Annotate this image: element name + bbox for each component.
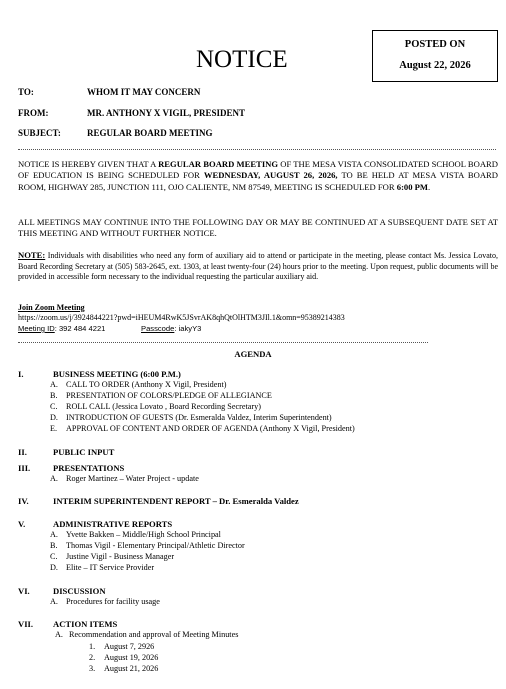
agenda-title: AGENDA bbox=[234, 349, 272, 359]
posted-label: POSTED ON bbox=[404, 39, 466, 50]
from-value: MR. ANTHONY X VIGIL, PRESIDENT bbox=[87, 108, 246, 118]
subject-label: SUBJECT: bbox=[18, 128, 61, 138]
to-label: TO: bbox=[18, 87, 34, 97]
meeting-id: Meeting ID: 392 484 4221 bbox=[18, 324, 106, 333]
passcode: Passcode: iakyY3 bbox=[141, 324, 202, 333]
divider bbox=[18, 342, 428, 343]
posted-box bbox=[372, 30, 498, 82]
note-paragraph: NOTE: Individuals with disabilities who need any form of auxiliary aid to attend or participate in the meeting, please contact Ms. Jessica Lovato, Board Recording Secretary at (505) 583-2645, ext. 1303, at least twenty-four (24) hours prior to the meeting. Upon request, public documents will be provided in accessible form necessary to the individual requesting the particular auxiliary aid. bbox=[18, 250, 498, 281]
divider bbox=[18, 149, 496, 150]
to-value: WHOM IT MAY CONCERN bbox=[87, 87, 201, 97]
zoom-link[interactable]: https://zoom.us/j/3924844221?pwd=iHEUM4RwK5JSvrAK8qhQtOlHTM3JIl.1&omn=95389214383 bbox=[18, 313, 345, 322]
from-label: FROM: bbox=[18, 108, 49, 118]
posted-date: August 22, 2026 bbox=[399, 60, 471, 71]
subject-value: REGULAR BOARD MEETING bbox=[87, 128, 213, 138]
note-label: NOTE: bbox=[18, 250, 46, 260]
page-title: NOTICE bbox=[196, 46, 288, 73]
zoom-heading[interactable]: Join Zoom Meeting bbox=[18, 303, 85, 312]
continuation-paragraph: ALL MEETINGS MAY CONTINUE INTO THE FOLLOWING DAY OR MAY BE CONTINUED AT A SUBSEQUENT DATE SET AT THIS MEETING AND WITHOUT FURTHER NOTICE. bbox=[18, 217, 498, 239]
notice-paragraph: NOTICE IS HEREBY GIVEN THAT A REGULAR BOARD MEETING OF THE MESA VISTA CONSOLIDATED SCHOOL BOARD OF EDUCATION IS BEING SCHEDULED FOR WEDNESDAY, AUGUST 26, 2026, TO BE HELD AT MESA VISTA BOARD ROOM, HIGHWAY 285, JUNCTION 111, OJO CALIENTE, NM 87549, MEETING IS SCHEDULED FOR 6:00 PM. bbox=[18, 159, 498, 192]
